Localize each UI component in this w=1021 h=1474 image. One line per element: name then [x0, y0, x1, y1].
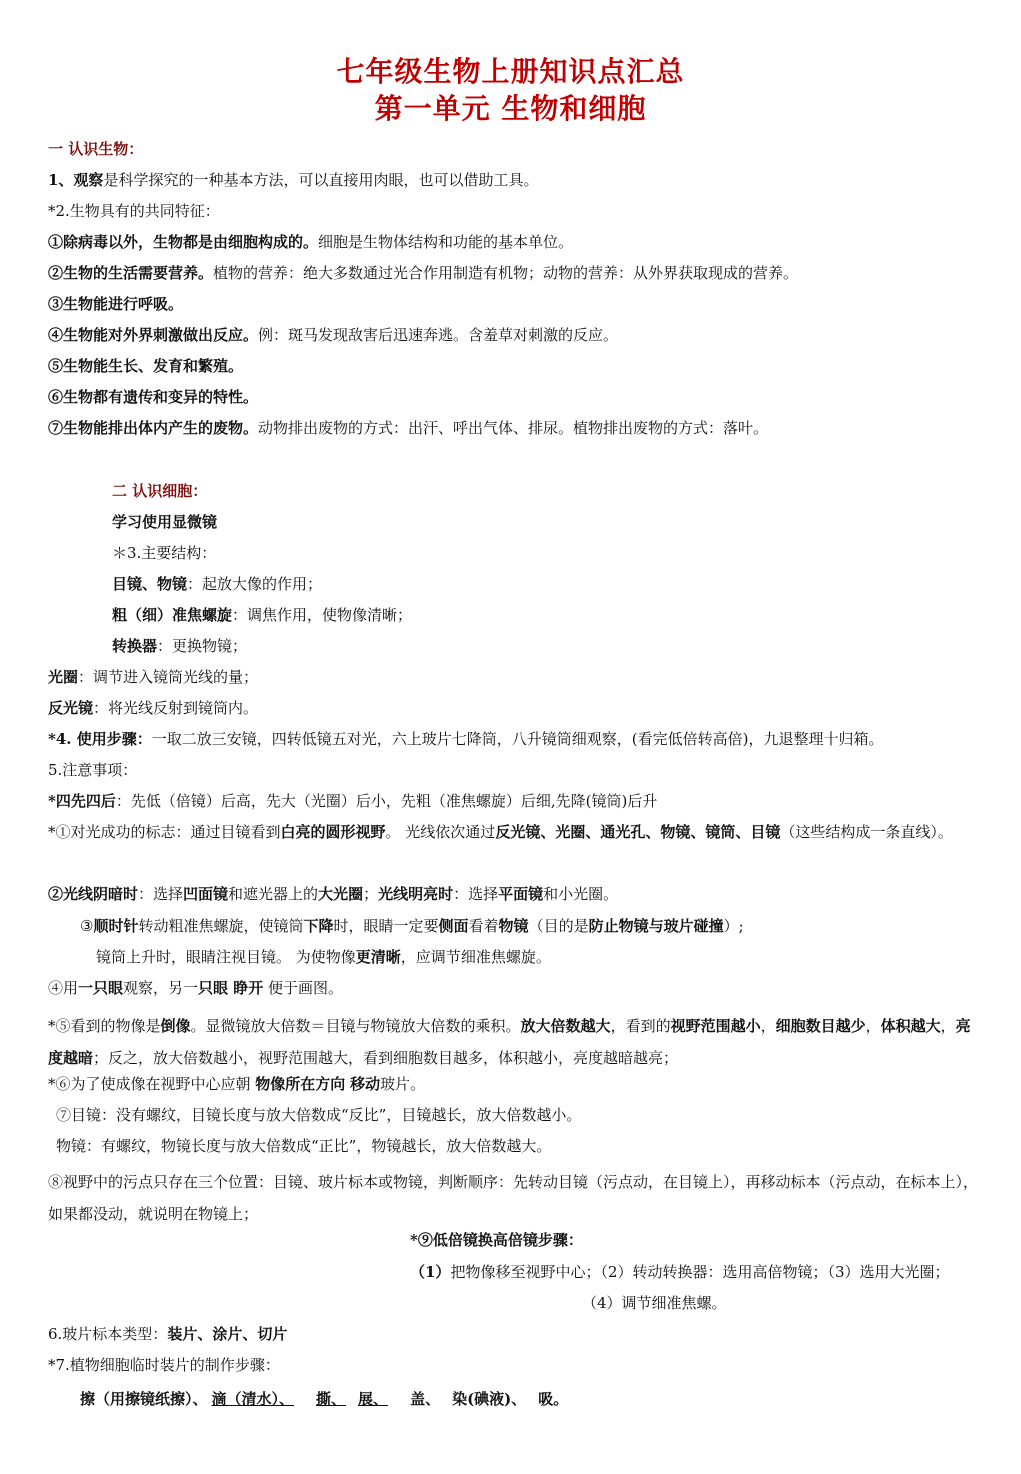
note-four-first: [48, 791, 657, 811]
text: ③: [80, 917, 94, 935]
unit-title: 第一单元 生物和细胞: [374, 92, 647, 125]
text: ：选择: [453, 885, 499, 903]
bold-text: 只眼 睁开: [198, 979, 264, 997]
structure-4: [48, 667, 258, 687]
text: *①对光成功的标志：通过目镜看到: [48, 823, 281, 841]
note-8: ⑧视野中的污点只存在三个位置：目镜、玻片标本或物镜，判断顺序：先转动目镜（污点动，在目镜上），再移动标本（污点动，在标本上），如果都没动，就说明在物镜上；: [48, 1173, 979, 1223]
text: 和遮光器上的: [228, 885, 319, 903]
bold-text: *四先四后: [48, 792, 116, 810]
bold-text: 平面镜: [498, 885, 544, 903]
text: ，: [760, 1017, 776, 1035]
text: ：更换物镜；: [157, 637, 248, 655]
text: （目的是: [528, 917, 589, 935]
text: 。 光线依次通过: [385, 823, 496, 841]
bold-text: 目镜、物镜: [112, 575, 188, 593]
text: *⑤看到的物像是: [48, 1017, 161, 1035]
prep-steps: [80, 1389, 568, 1409]
text: ：选择: [138, 885, 184, 903]
text: 6.玻片标本类型：: [48, 1325, 168, 1343]
bold-text: （1）: [410, 1263, 451, 1281]
bold-text: 粗（细）准焦螺旋: [112, 606, 233, 624]
text: ：调节进入镜筒光线的量；: [78, 668, 259, 686]
note-3: [80, 916, 744, 936]
step: 撕、: [316, 1390, 347, 1408]
text: ：将光线反射到镜筒内。: [93, 699, 259, 717]
feature-6: ⑥生物都有遗传和变异的特性。: [48, 388, 259, 406]
text: 植物的营养：绝大多数通过光合作用制造有机物；动物的营养：从外界获取现成的营养。: [213, 264, 799, 282]
bold-text: 反光镜、光圈、通光孔、物镜、镜筒、目镜: [495, 823, 781, 841]
bold-text: 一只眼: [78, 979, 124, 997]
feature-5: ⑤生物能生长、发育和繁殖。: [48, 357, 244, 375]
note-4: [48, 978, 343, 998]
bold-text: 防止物镜与玻片碰撞: [588, 917, 724, 935]
feature-4: [48, 325, 618, 345]
bold-text: 光线明亮时: [378, 885, 454, 903]
text: 看着: [468, 917, 499, 935]
text: 细准焦螺旋: [460, 948, 536, 966]
feature-2: [48, 263, 798, 283]
para-3: ＊3.主要结构：: [112, 544, 217, 562]
step: 滴（清水）、: [211, 1390, 295, 1408]
bold-text: ②光线阴暗时: [48, 885, 139, 903]
text: 和小光圈。: [543, 885, 619, 903]
bold-text: 转换器: [112, 637, 158, 655]
subheading-microscope: 学习使用显微镜: [112, 513, 218, 531]
step: 展、: [358, 1390, 389, 1408]
bold-text: 体积越大: [880, 1017, 941, 1035]
text: （这些结构成一条直线）。: [780, 823, 953, 841]
note-3-continued: [96, 947, 551, 967]
bold-text: 倒像: [160, 1017, 191, 1035]
bold-text: 顺时针: [93, 917, 139, 935]
bold-text: 反光镜: [48, 699, 94, 717]
note-1: [48, 822, 978, 842]
feature-3: ③生物能进行呼吸。: [48, 295, 184, 313]
bold-text: 物镜: [498, 917, 529, 935]
note-7: ⑦目镜：没有螺纹，目镜长度与放大倍数成“反比”，目镜越长，放大倍数越小。: [56, 1106, 582, 1124]
text: 动物排出废物的方式：出汗、呼出气体、排尿。植物排出废物的方式：落叶。: [258, 419, 769, 437]
text: ④用: [48, 979, 79, 997]
bold-text: 移动: [350, 1075, 381, 1093]
text: 玻片。: [380, 1075, 426, 1093]
structure-2: [112, 605, 412, 625]
text: ，应调节: [400, 948, 461, 966]
text: ：先低（倍镜）后高，先大（光圈）后小，先粗（准焦螺旋）后细,先降(镜筒)后升: [115, 792, 658, 810]
para-5: 5.注意事项：: [48, 761, 138, 779]
text: 。显微镜放大倍数＝目镜与物镜放大倍数的乘积。: [190, 1017, 521, 1035]
bold-text: 细胞数目越少: [775, 1017, 866, 1035]
bold-text: ①除病毒以外，生物都是由细胞构成的。: [48, 233, 319, 251]
note-9-steps-continued: （4）调节细准焦螺。: [582, 1294, 727, 1312]
structure-3: [112, 636, 247, 656]
para-7: *7.植物细胞临时装片的制作步骤：: [48, 1356, 280, 1374]
note-7-continued: 物镜：有螺纹，物镜长度与放大倍数成“正比”，物镜越长，放大倍数越大。: [56, 1137, 552, 1155]
bold-text: 视野范围越小: [670, 1017, 761, 1035]
text: ；: [363, 885, 379, 903]
note-9-heading: *⑨低倍镜换高倍镜步骤：: [410, 1231, 583, 1249]
step: 吸。: [538, 1390, 569, 1408]
usage-steps: [48, 729, 883, 749]
text: ：调焦作用，使物像清晰；: [232, 606, 413, 624]
text: 。: [535, 948, 551, 966]
text: ；反之，放大倍数越小，视野范围越大，看到细胞数目越多，体积越小，亮度越暗越亮；: [93, 1049, 679, 1067]
section-heading-1: 一 认识生物：: [48, 140, 144, 158]
bold-text: ⑦生物能排出体内产生的废物。: [48, 419, 259, 437]
bold-text: 光圈: [48, 668, 79, 686]
step: 盖、: [410, 1390, 441, 1408]
text: 细胞是生物体结构和功能的基本单位。: [318, 233, 574, 251]
feature-7: [48, 418, 768, 438]
text: 镜筒上升时，眼睛注视目镜。 为使物像: [96, 948, 356, 966]
slide-types: [48, 1324, 287, 1344]
page-title: 七年级生物上册知识点汇总: [336, 55, 685, 88]
section-heading-2: 二 认识细胞：: [112, 482, 208, 500]
bold-text: 凹面镜: [183, 885, 229, 903]
bold-text: 放大倍数越大: [520, 1017, 611, 1035]
step: 擦（用擦镜纸擦）、: [80, 1390, 208, 1408]
text: ：起放大像的作用；: [187, 575, 323, 593]
text: 是科学探究的一种基本方法，可以直接用肉眼，也可以借助工具。: [103, 171, 539, 189]
bold-text: 大光圈: [318, 885, 364, 903]
text: 把物像移至视野中心；（2）转动转换器：选用高倍物镜；（3）选用大光圈；: [450, 1263, 950, 1281]
text: 便于画图。: [263, 979, 344, 997]
text: 观察，另一: [123, 979, 199, 997]
bold-text: 白亮的圆形视野: [280, 823, 386, 841]
feature-1: [48, 232, 573, 252]
text: ，看到的: [610, 1017, 671, 1035]
para-2: *2.生物具有的共同特征：: [48, 202, 220, 220]
text: ，: [940, 1017, 956, 1035]
bold-text: 1、观察: [48, 171, 104, 189]
note-2: [48, 884, 618, 904]
bold-text: ④生物能对外界刺激做出反应。: [48, 326, 259, 344]
bold-text: 物像所在方向: [255, 1075, 346, 1093]
para-1: [48, 170, 538, 190]
bold-text: ②生物的生活需要营养。: [48, 264, 214, 282]
note-5: [48, 1010, 978, 1074]
step: 染(碘液)、: [452, 1390, 527, 1408]
bold-text: 亮度越暗: [48, 1017, 971, 1067]
text: *⑥为了使成像在视野中心应朝: [48, 1075, 256, 1093]
note-9-steps: [410, 1262, 950, 1282]
bold-text: 下降: [303, 917, 334, 935]
text: 例：斑马发现敌害后迅速奔逃。含羞草对刺激的反应。: [258, 326, 619, 344]
bold-text: 更清晰: [355, 948, 401, 966]
text: 转动粗准焦螺旋，使镜筒: [138, 917, 304, 935]
bold-text: 装片、涂片、切片: [167, 1325, 288, 1343]
bold-text: 侧面: [438, 917, 469, 935]
text: 时，眼睛一定要: [333, 917, 439, 935]
text: 一取二放三安镜，四转低镜五对光，六上玻片七降筒，八升镜筒细观察，(看完低倍转高倍)，九退整理十归箱。: [151, 730, 884, 748]
text: ）;: [723, 917, 744, 935]
text: ，: [865, 1017, 881, 1035]
bold-text: *4. 使用步骤：: [48, 730, 152, 748]
note-6: [48, 1074, 425, 1094]
structure-5: [48, 698, 258, 718]
structure-1: [112, 574, 322, 594]
